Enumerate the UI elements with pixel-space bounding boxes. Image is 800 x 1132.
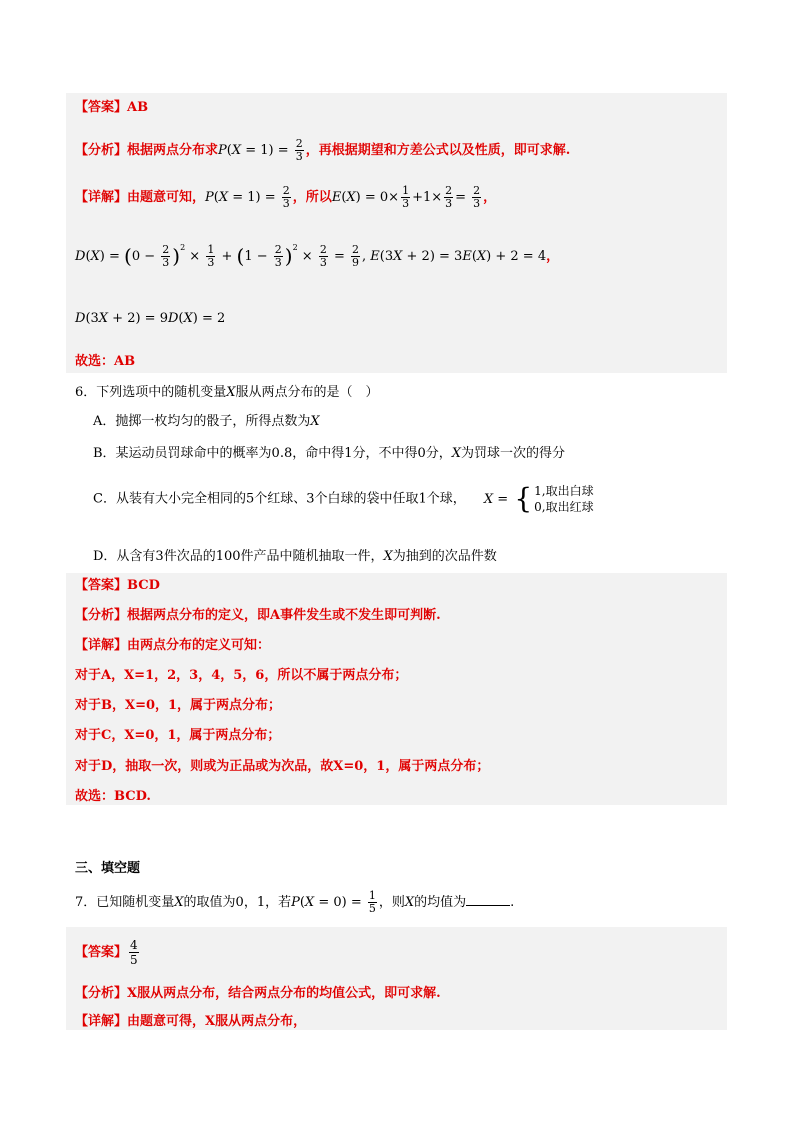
- line2-end: ，: [546, 249, 560, 264]
- analysis-text: X服从两点分布，结合两点分布的均值公式，即可求解.: [127, 986, 441, 1001]
- q6-detail-c: 对于C，X=0，1，属于两点分布；: [75, 728, 281, 743]
- analysis-text-b: ，再根据期望和方差公式以及性质，即可求解.: [305, 143, 571, 158]
- q7-var-1: X: [174, 895, 184, 910]
- answer-blank: [466, 893, 510, 906]
- detail-label: 【详解】: [75, 190, 128, 205]
- q6-stem: [75, 384, 379, 402]
- q6-stem-b: 服从两点分布的是（ ）: [235, 385, 379, 400]
- option-d-text-b: 为抽到的次品件数: [392, 549, 497, 564]
- option-b-text-a: B．某运动员罚球命中的概率为0.8，命中得1分，不中得0分，: [93, 446, 452, 461]
- answer-denominator: 5: [130, 953, 138, 967]
- q6-stem-var: X: [226, 385, 236, 400]
- option-d-var: X: [383, 549, 393, 564]
- variance-formula: D(X) = (0 − $\frac{2}{3}$ )$^2$ × $\frac{1}{3}$ + (1 − $\frac{2}{3}$ )$^2$ × $\frac{2}{3}$ = $\frac{2}{9}$ , E(3X + 2) = 3E(X) + 2 = 4: [75, 243, 547, 269]
- q6-detail-a: 对于A，X=1，2，3，4，5，6，所以不属于两点分布；: [75, 668, 408, 683]
- detail-label: 【详解】: [75, 1014, 128, 1029]
- case-1: 1,取出白球: [534, 484, 594, 498]
- detail-text-a: 由题意可知，: [127, 190, 206, 205]
- q7-formula: P(X = 0) = $\frac{1}{5}$: [291, 889, 376, 915]
- q7-stem-d: 的均值为: [414, 895, 467, 910]
- q7-stem-b: 的取值为0，1，若: [183, 895, 292, 910]
- detail-text-b: ，所以: [292, 190, 332, 205]
- detail-end: ，: [483, 190, 497, 205]
- section-title: 三、填空题: [75, 861, 141, 876]
- answer-label: 【答案】: [75, 945, 128, 960]
- option-b-var: X: [451, 446, 462, 461]
- q5-answer-line: [75, 99, 148, 117]
- analysis-text-a: 根据两点分布求: [127, 143, 219, 158]
- detail-text: 由题意可得，X服从两点分布，: [127, 1014, 307, 1029]
- q7-stem-a: 7．已知随机变量: [75, 895, 175, 910]
- option-d-text-a: D．从含有3件次品的100件产品中随机抽取一件，: [93, 549, 384, 564]
- answer-fraction: [129, 938, 139, 967]
- analysis-label: 【分析】: [75, 986, 128, 1001]
- analysis-text: 根据两点分布的定义，即A事件发生或不发生即可判断.: [127, 608, 441, 623]
- q7-stem-end: .: [510, 895, 515, 910]
- q6-analysis-line: [75, 607, 441, 625]
- q6-option-c: [93, 483, 594, 515]
- answer-value: BCD: [127, 578, 160, 593]
- q6-stem-a: 6．下列选项中的随机变量: [75, 385, 227, 400]
- detail-formula-e: E(X) = 0× $\frac{1}{3}$ +1× $\frac{2}{3}$ = $\frac{2}{3}$: [331, 184, 481, 210]
- option-a-var: X: [310, 414, 320, 429]
- q5-analysis-line: [75, 138, 570, 163]
- option-b-text-b: 为罚球一次的得分: [461, 446, 566, 461]
- option-a-text: A．抛掷一枚均匀的骰子，所得点数为: [93, 414, 311, 429]
- q6-choice: 故选：BCD.: [75, 789, 151, 804]
- q6-detail-line: [75, 637, 270, 655]
- q7-var-2: X: [404, 895, 415, 910]
- case-2: 0,取出红球: [534, 500, 594, 514]
- option-c-cases: X = { 1,取出白球 0,取出红球: [483, 482, 594, 515]
- q5-detail-line: [75, 185, 496, 210]
- q6-option-d: [93, 548, 497, 566]
- q5-variance-line: [75, 239, 559, 269]
- analysis-label: 【分析】: [75, 608, 128, 623]
- answer-numerator: 4: [130, 938, 138, 952]
- q6-answer-line: [75, 577, 160, 595]
- q6-detail-b: 对于B，X=0，1，属于两点分布；: [75, 698, 282, 713]
- q7-stem-c: ，则: [378, 895, 405, 910]
- q5-dvar-line: [75, 310, 225, 328]
- dvar-formula: D(3X + 2) = 9D(X) = 2: [75, 311, 226, 326]
- q7-analysis-line: [75, 985, 441, 1003]
- q6-option-a: [93, 413, 320, 431]
- detail-label: 【详解】: [75, 638, 128, 653]
- q7-stem: [75, 890, 514, 915]
- q7-answer-line: [75, 938, 141, 967]
- answer-label: 【答案】: [75, 100, 128, 115]
- analysis-label: 【分析】: [75, 143, 128, 158]
- detail-formula-p: P(X = 1) = $\frac{2}{3}$: [205, 184, 290, 210]
- answer-value: AB: [127, 100, 149, 115]
- analysis-formula: P(X = 1) = $\frac{2}{3}$: [218, 137, 303, 163]
- detail-text: 由两点分布的定义可知：: [127, 638, 271, 653]
- option-c-text: C．从装有大小完全相同的5个红球、3个白球的袋中任取1个球，: [93, 491, 466, 507]
- answer-label: 【答案】: [75, 578, 128, 593]
- q6-detail-d: 对于D，抽取一次，则或为正品或为次品，故X=0，1，属于两点分布；: [75, 759, 490, 774]
- q5-choice: 故选：AB: [75, 354, 136, 369]
- q6-option-b: [93, 445, 565, 463]
- q5-solution-block: [66, 93, 727, 373]
- q7-detail-line: [75, 1013, 306, 1031]
